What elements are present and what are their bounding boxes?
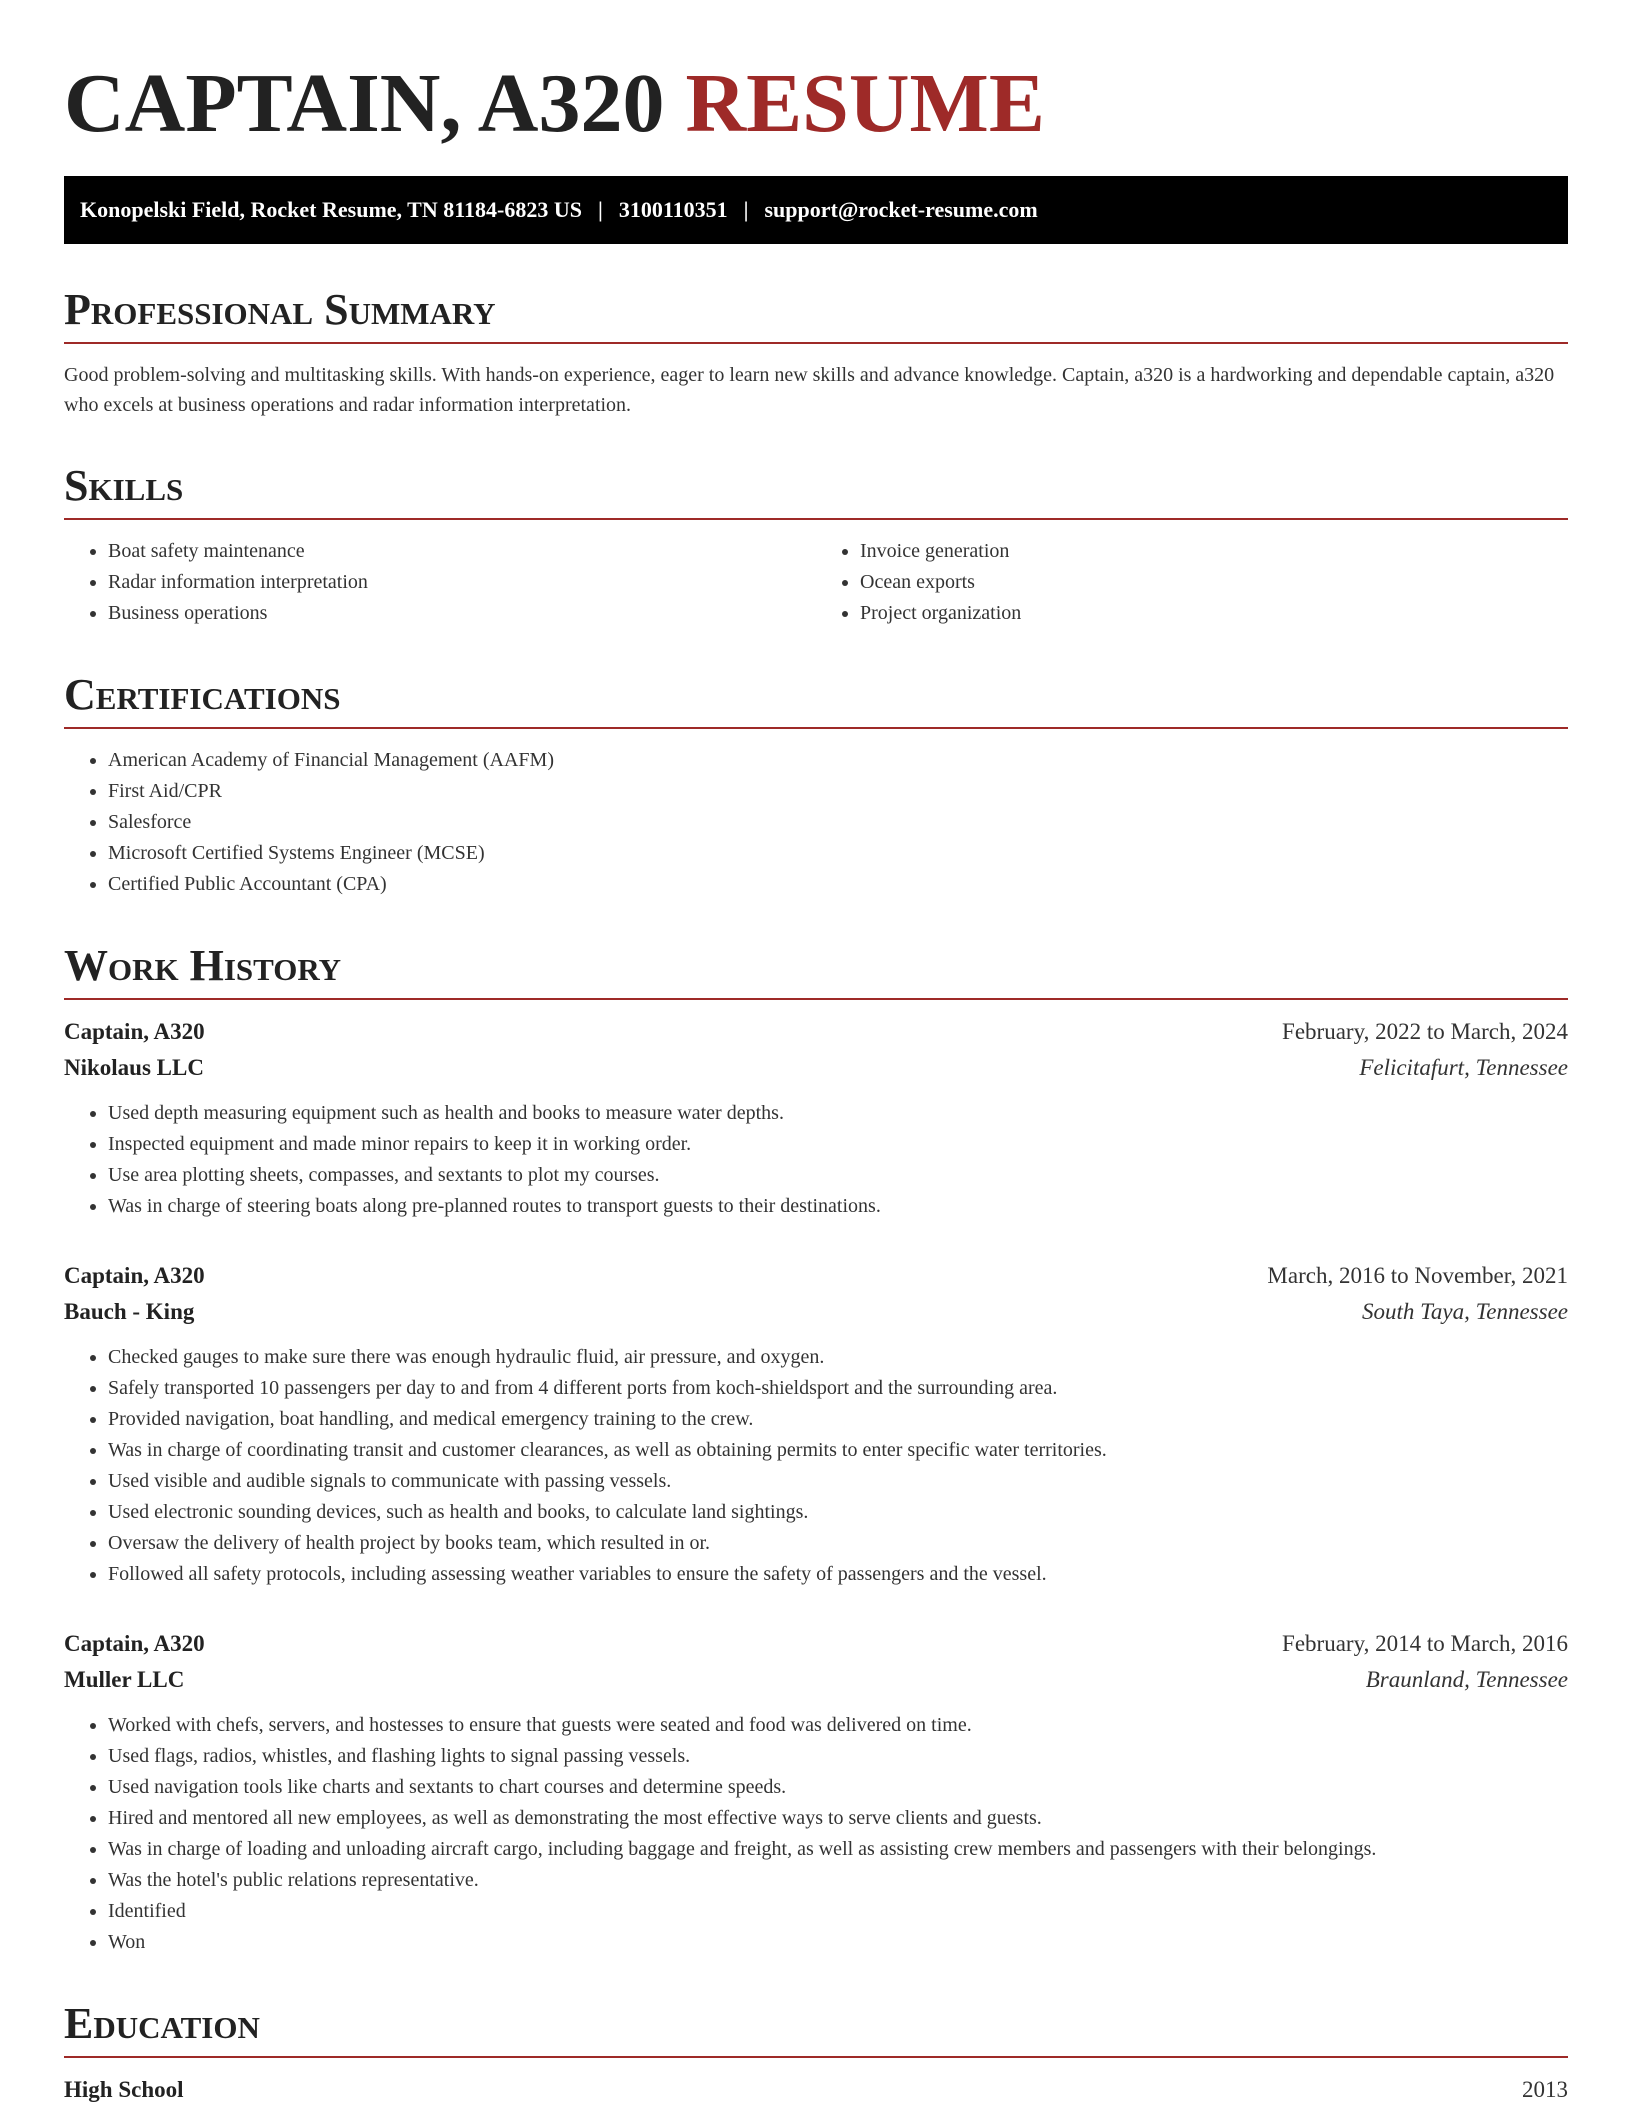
certifications-heading: Certifications xyxy=(64,669,1568,729)
title-main: CAPTAIN, A320 xyxy=(64,57,665,150)
contact-separator: | xyxy=(743,197,749,222)
job-title-row xyxy=(64,1626,1568,1662)
education-heading: Education xyxy=(64,1998,1568,2058)
job-dates: February, 2014 to March, 2016 xyxy=(1282,1631,1568,1656)
job-bullet: • Used electronic sounding devices, such as health and books, to calculate land sightings. xyxy=(108,1497,1568,1528)
job-entry xyxy=(64,1014,1568,1222)
skills-section xyxy=(64,460,1568,629)
job-bullet: • Safely transported 10 passengers per day to and from 4 different ports from koch-shieldsport and the surrounding area. xyxy=(108,1373,1568,1404)
skill-item: • Boat safety maintenance xyxy=(108,536,816,567)
summary-section xyxy=(64,284,1568,420)
job-bullet: • Hired and mentored all new employees, as well as demonstrating the most effective ways to serve clients and guests. xyxy=(108,1803,1568,1834)
contact-bar xyxy=(64,176,1568,244)
job-location: Braunland, Tennessee xyxy=(1365,1667,1568,1692)
job-bullet: • Used navigation tools like charts and sextants to chart courses and determine speeds. xyxy=(108,1772,1568,1803)
job-bullet: • Used flags, radios, whistles, and flashing lights to signal passing vessels. xyxy=(108,1741,1568,1772)
job-bullets xyxy=(64,1710,1568,1958)
job-title-row xyxy=(64,1258,1568,1294)
education-row xyxy=(64,2072,1568,2108)
certification-item: • American Academy of Financial Management (AAFM) xyxy=(108,745,1568,776)
education-section xyxy=(64,1998,1568,2108)
job-company-row xyxy=(64,1662,1568,1698)
job-bullet: • Checked gauges to make sure there was enough hydraulic fluid, air pressure, and oxygen. xyxy=(108,1342,1568,1373)
job-title: Captain, A320 xyxy=(64,1263,205,1288)
job-location: South Taya, Tennessee xyxy=(1362,1299,1568,1324)
skill-item: • Ocean exports xyxy=(860,567,1568,598)
job-bullet: • Identified xyxy=(108,1896,1568,1927)
job-bullet: • Provided navigation, boat handling, and medical emergency training to the crew. xyxy=(108,1404,1568,1435)
contact-address: Konopelski Field, Rocket Resume, TN 81184-6823 US xyxy=(80,197,582,222)
job-title: Captain, A320 xyxy=(64,1019,205,1044)
certifications-section xyxy=(64,669,1568,900)
job-company-row xyxy=(64,1294,1568,1330)
certification-item: • Microsoft Certified Systems Engineer (MCSE) xyxy=(108,838,1568,869)
education-year: 2013 xyxy=(1522,2077,1568,2102)
job-company-row xyxy=(64,1050,1568,1086)
education-degree: High School xyxy=(64,2077,184,2102)
job-bullet: • Followed all safety protocols, including assessing weather variables to ensure the safety of passengers and the vessel. xyxy=(108,1559,1568,1590)
job-dates: February, 2022 to March, 2024 xyxy=(1282,1019,1568,1044)
job-entry xyxy=(64,1258,1568,1590)
skills-heading: Skills xyxy=(64,460,1568,520)
job-bullet: • Use area plotting sheets, compasses, and sextants to plot my courses. xyxy=(108,1160,1568,1191)
job-bullet: • Was in charge of loading and unloading aircraft cargo, including baggage and freight, as well as assisting crew members and passengers with their belongings. xyxy=(108,1834,1568,1865)
job-bullet: • Was the hotel's public relations representative. xyxy=(108,1865,1568,1896)
certification-item: • Salesforce xyxy=(108,807,1568,838)
job-entry xyxy=(64,1626,1568,1958)
work-history-section xyxy=(64,940,1568,1958)
education-entry xyxy=(64,2072,1568,2108)
summary-text: Good problem-solving and multitasking skills. With hands-on experience, eager to learn new skills and advance knowledge. Captain, a320 is a hardworking and dependable captain, a320 who excels at business operations and radar information interpretation. xyxy=(64,364,1555,416)
job-bullet: • Was in charge of steering boats along pre-planned routes to transport guests to their destinations. xyxy=(108,1191,1568,1222)
job-bullet: • Won xyxy=(108,1927,1568,1958)
job-bullets xyxy=(64,1098,1568,1222)
job-bullet: • Oversaw the delivery of health project by books team, which resulted in or. xyxy=(108,1528,1568,1559)
certification-item: • First Aid/CPR xyxy=(108,776,1568,807)
skill-item: • Invoice generation xyxy=(860,536,1568,567)
job-bullet: • Used depth measuring equipment such as health and books to measure water depths. xyxy=(108,1098,1568,1129)
job-title-row xyxy=(64,1014,1568,1050)
work-history-heading: Work History xyxy=(64,940,1568,1000)
job-bullet: • Inspected equipment and made minor repairs to keep it in working order. xyxy=(108,1129,1568,1160)
skills-grid xyxy=(64,520,1568,629)
certification-item: • Certified Public Accountant (CPA) xyxy=(108,869,1568,900)
job-bullet: • Used visible and audible signals to communicate with passing vessels. xyxy=(108,1466,1568,1497)
contact-phone: 3100110351 xyxy=(618,197,728,222)
skills-list-left xyxy=(64,536,816,629)
contact-email: support@rocket-resume.com xyxy=(764,197,1038,222)
job-dates: March, 2016 to November, 2021 xyxy=(1267,1263,1568,1288)
contact-separator: | xyxy=(597,197,603,222)
job-bullet: • Was in charge of coordinating transit and customer clearances, as well as obtaining permits to enter specific water territories. xyxy=(108,1435,1568,1466)
summary-heading: Professional Summary xyxy=(64,284,1568,344)
job-location: Felicitafurt, Tennessee xyxy=(1359,1055,1568,1080)
resume-title xyxy=(64,0,1568,176)
certifications-list xyxy=(64,745,1568,900)
job-company: Muller LLC xyxy=(64,1667,185,1692)
job-title: Captain, A320 xyxy=(64,1631,205,1656)
job-bullets xyxy=(64,1342,1568,1590)
job-company: Nikolaus LLC xyxy=(64,1055,204,1080)
title-accent: RESUME xyxy=(685,57,1045,150)
job-company: Bauch - King xyxy=(64,1299,195,1324)
skill-item: • Project organization xyxy=(860,598,1568,629)
skill-item: • Business operations xyxy=(108,598,816,629)
job-bullet: • Worked with chefs, servers, and hostesses to ensure that guests were seated and food was delivered on time. xyxy=(108,1710,1568,1741)
skill-item: • Radar information interpretation xyxy=(108,567,816,598)
skills-list-right xyxy=(816,536,1568,629)
